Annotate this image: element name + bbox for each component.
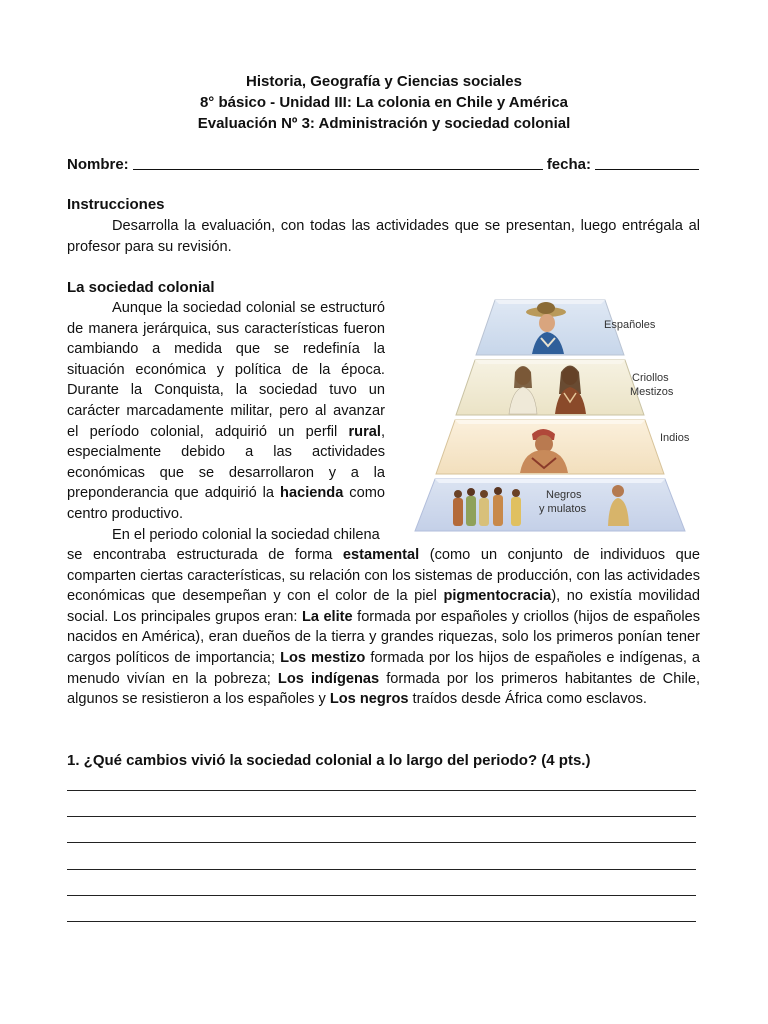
p2-text-a: se encontraba estructurada de forma [67, 547, 343, 563]
pyramid-level-espanoles [476, 300, 656, 355]
instructions-heading: Instrucciones [67, 196, 165, 213]
pyramid-level-indios [436, 420, 690, 474]
p2-text-f: formada por los hijos de españoles e indígenas, a menudo vivían en la pobreza; [67, 649, 700, 687]
p2-text-h: traídos desde África como esclavos. [408, 691, 647, 708]
p1-bold-rural: rural [348, 423, 381, 440]
p2-bold-estamental: estamental [342, 547, 420, 563]
p2-bold-negros: Los negros [329, 691, 409, 708]
pyramid-level-negros-mulatos [415, 479, 685, 531]
paragraph-2 [67, 545, 700, 710]
answer-line-6[interactable] [67, 921, 696, 922]
answer-line-1[interactable] [67, 790, 696, 791]
p2-bold-pigmentocracia: pigmentocracia [443, 588, 552, 605]
instructions-text [67, 216, 700, 257]
document-header [0, 71, 768, 134]
p2-start: En el periodo colonial la sociedad chilena [112, 526, 380, 543]
name-field[interactable] [133, 155, 543, 170]
answer-line-4[interactable] [67, 869, 696, 870]
answer-line-2[interactable] [67, 816, 696, 817]
name-label: Nombre: [67, 156, 129, 173]
p1-text-d: como centro productivo. [67, 485, 385, 522]
social-pyramid-illustration [398, 298, 702, 532]
p2-text-e: formada por españoles y criollos (hijos de españoles nacidos en América), eran dueños de la tierra y grandes riquezas, solo los primeros ponían tener cargos políticos de importancia; [67, 608, 700, 666]
question-1: 1. ¿Qué cambios vivió la sociedad colonial a lo largo del periodo? (4 pts.) [67, 752, 591, 769]
pyramid-label-espanoles: Españoles [604, 319, 656, 331]
p2-bold-indigenas: Los indígenas [277, 670, 380, 687]
p1-text-a: Aunque la sociedad colonial se estructuró de manera jerárquica, sus características fueron cambiando a medida que se redefinía la situación económica y política de la época. Durante la Conquista, la sociedad tuvo un carácter marcadamente militar, pero al avanzar el período colonial, adquirió un perfil [67, 300, 385, 440]
p2-text-c: (como un conjunto de individuos que comparten ciertas características, su relación con los sistemas de producción, con las actividades económicas que desempeñan y con el color de la piel [67, 547, 700, 605]
p2-text-g: formada por los primeros habitantes de Chile, algunos se resistieron a los españoles y [67, 670, 700, 708]
date-label: fecha: [546, 156, 591, 173]
pyramid-label-mulatos: y mulatos [539, 503, 587, 515]
p1-text-c: , especialmente debido a las actividades económicas que se desarrollaron y a la preponderancia que adquirió la [67, 423, 385, 502]
evaluation-title: Evaluación Nº 3: Administración y sociedad colonial [197, 115, 571, 132]
paragraph-1 [67, 298, 385, 545]
answer-line-3[interactable] [67, 842, 696, 843]
p1-bold-hacienda: hacienda [280, 485, 344, 502]
date-field[interactable] [595, 155, 699, 170]
pyramid-label-mestizos: Mestizos [630, 386, 674, 398]
pyramid-label-negros: Negros [546, 489, 582, 501]
subject-title: Historia, Geografía y Ciencias sociales [246, 73, 522, 90]
p2-bold-elite: La elite [301, 608, 353, 625]
pyramid-label-criollos: Criollos [632, 372, 669, 384]
unit-title: 8° básico - Unidad III: La colonia en Chile y América [199, 94, 569, 111]
p2-text-d: ), no existía movilidad social. Los principales grupos eran: [67, 588, 700, 625]
pyramid-level-criollos-mestizos [456, 360, 674, 415]
answer-line-5[interactable] [67, 895, 696, 896]
pyramid-label-indios: Indios [660, 432, 690, 444]
p2-bold-mestizo: Los mestizo [280, 649, 366, 666]
name-date-row [67, 155, 699, 173]
instructions-paragraph: Desarrolla la evaluación, con todas las actividades que se presentan, luego entrégala al profesor para su revisión. [67, 218, 700, 255]
section-heading: La sociedad colonial [67, 279, 215, 296]
